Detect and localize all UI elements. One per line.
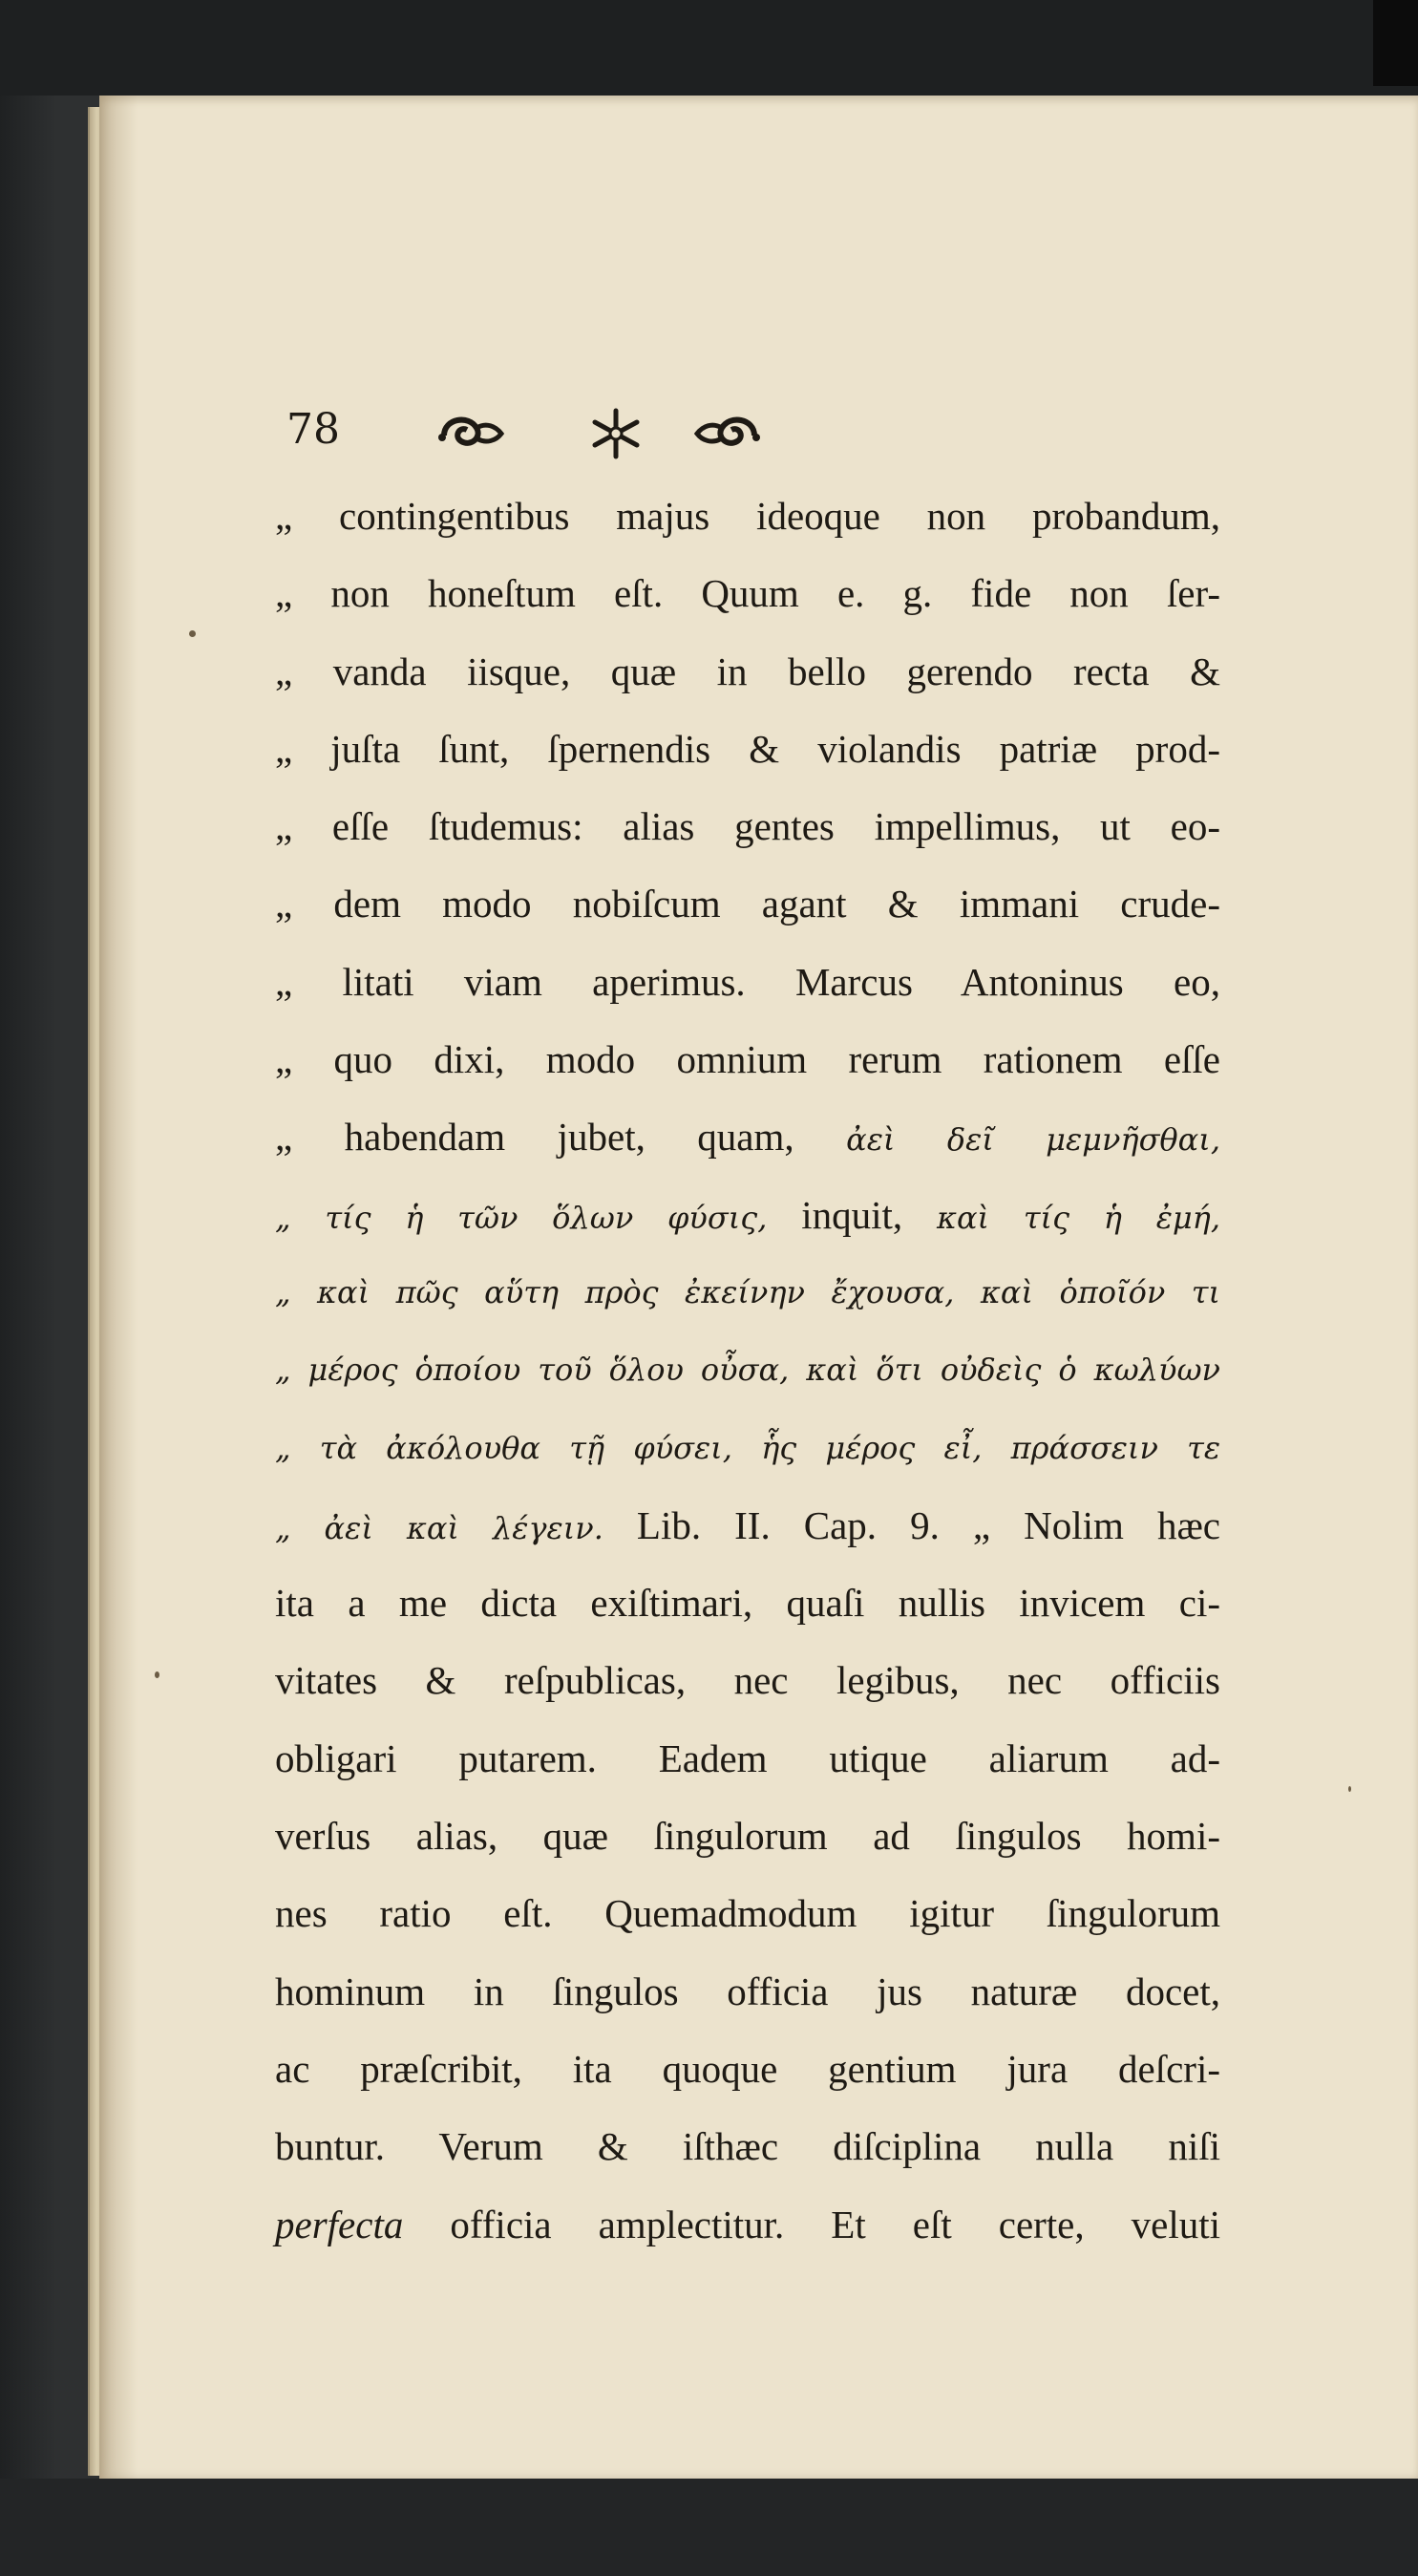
greek-quote: „ ἀεὶ καὶ λέγειν. [275, 1509, 603, 1546]
body-text [275, 478, 1220, 2264]
scanner-bottom-edge [0, 2479, 1418, 2576]
text-line-mixed [275, 1177, 1220, 1254]
text-line: buntur. Verum & iſthæc diſciplina nulla niſi [275, 2124, 1220, 2169]
page-number: 78 [286, 405, 340, 454]
asterisk-ornament-icon [578, 405, 654, 462]
latin-text: officia amplectitur. Et eſt certe, veluti [450, 2202, 1221, 2246]
text-line: „ contingentibus majus ideoque non probandum, [275, 494, 1220, 538]
ornament-left-icon [434, 405, 511, 462]
greek-quote: ἀεὶ δεῖ μεμνῆσθαι, [846, 1121, 1221, 1159]
text-line: ita a me dicta exiſtimari, quaſi nullis invicem ci- [275, 1581, 1220, 1626]
text-line: „ dem modo nobiſcum agant & immani crude- [275, 882, 1220, 926]
text-line: „ vanda iisque, quæ in bello gerendo recta & [275, 649, 1220, 693]
greek-line: „ μέρος ὁποίου τοῦ ὅλου οὖσα, καὶ ὅτι οὐδεὶς ὁ κωλύων [275, 1352, 1220, 1389]
italic-word: perfecta [275, 2202, 404, 2246]
latin-text: „ habendam jubet, quam, [275, 1115, 794, 1160]
text-line-mixed [275, 1098, 1220, 1176]
page-header [286, 405, 955, 472]
text-line: ac præſcribit, ita quoque gentium jura deſcri- [275, 2046, 1220, 2091]
text-line: „ juſta ſunt, ſpernendis & violandis patriæ prod- [275, 726, 1220, 771]
text-line: „ non honeſtum eſt. Quum e. g. fide non ſer- [275, 571, 1220, 616]
greek-line: „ τὰ ἀκόλουθα τῇ φύσει, ἧς μέρος εἶ, πράσσειν τε [275, 1429, 1220, 1466]
scanner-top-edge [0, 0, 1418, 96]
latin-text: Lib. II. Cap. 9. „ Nolim hæc [636, 1502, 1221, 1547]
paper-speck [1348, 1786, 1351, 1792]
text-line: hominum in ſingulos officia jus naturæ docet, [275, 1969, 1220, 2013]
scanner-corner [1373, 0, 1418, 86]
latin-text: inquit, [801, 1192, 903, 1237]
text-line: nes ratio eſt. Quemadmodum igitur ſingulorum [275, 1891, 1220, 1936]
ornament-right-icon [688, 405, 764, 462]
text-line: verſus alias, quæ ſingulorum ad ſingulos homi- [275, 1814, 1220, 1859]
text-line: obligari putarem. Eadem utique aliarum ad- [275, 1735, 1220, 1780]
paper-speck [189, 630, 196, 637]
greek-quote: „ τίς ἡ τῶν ὅλων φύσις, [275, 1199, 768, 1236]
gutter-shadow [99, 96, 138, 2479]
greek-line: „ καὶ πῶς αὕτη πρὸς ἐκείνην ἔχουσα, καὶ ὁποῖόν τι [275, 1273, 1220, 1310]
text-line: „ litati viam aperimus. Marcus Antoninus eo, [275, 959, 1220, 1004]
text-line: „ eſſe ſtudemus: alias gentes impellimus, ut eo- [275, 804, 1220, 849]
text-line: vitates & reſpublicas, nec legibus, nec officiis [275, 1658, 1220, 1703]
paper-speck [155, 1671, 159, 1678]
greek-quote: καὶ τίς ἡ ἐμή, [936, 1199, 1220, 1236]
text-line-mixed [275, 2186, 1220, 2264]
text-line: „ quo dixi, modo omnium rerum rationem eſſe [275, 1037, 1220, 1082]
text-line-mixed [275, 1487, 1220, 1565]
